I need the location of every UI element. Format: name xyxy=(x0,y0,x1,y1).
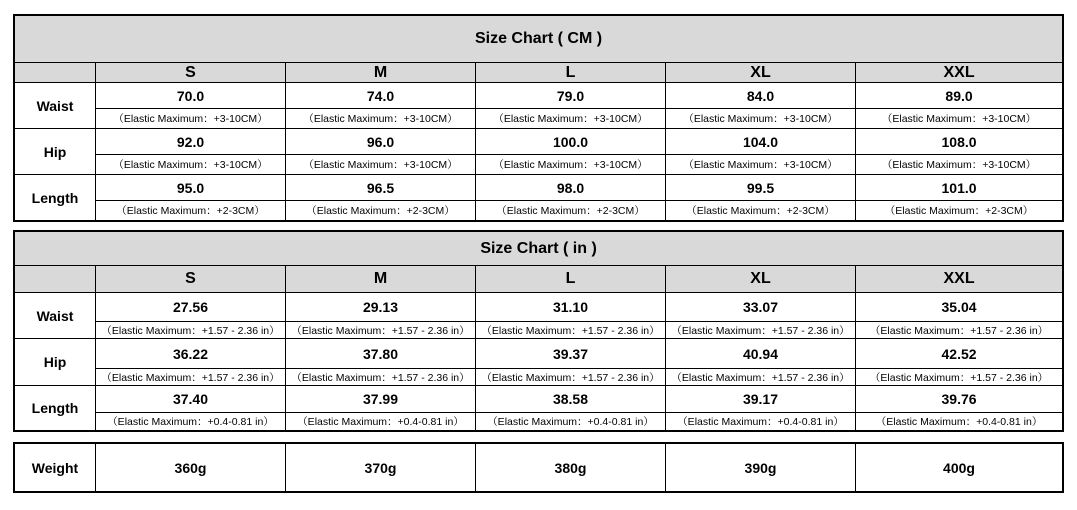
cm-length-note: （Elastic Maximum：+2-3CM） xyxy=(96,201,286,221)
inch-size-header: S xyxy=(96,266,286,293)
inch-table-title: Size Chart ( in ) xyxy=(15,232,1063,266)
cm-waist-note: （Elastic Maximum：+3-10CM） xyxy=(666,109,856,129)
inch-hip-value: 39.37 xyxy=(476,339,666,369)
inch-hip-note: （Elastic Maximum：+1.57 - 2.36 in） xyxy=(286,369,476,386)
inch-waist-note: （Elastic Maximum：+1.57 - 2.36 in） xyxy=(666,322,856,339)
cm-hip-value: 96.0 xyxy=(286,129,476,155)
weight-value: 360g xyxy=(96,444,286,492)
inch-hip-note: （Elastic Maximum：+1.57 - 2.36 in） xyxy=(666,369,856,386)
cm-hip-note: （Elastic Maximum：+3-10CM） xyxy=(476,155,666,175)
inch-row-label-length: Length xyxy=(15,386,96,431)
weight-value: 380g xyxy=(476,444,666,492)
inch-row-label-hip: Hip xyxy=(15,339,96,386)
cm-length-note: （Elastic Maximum：+2-3CM） xyxy=(476,201,666,221)
inch-hip-value: 36.22 xyxy=(96,339,286,369)
inch-waist-note: （Elastic Maximum：+1.57 - 2.36 in） xyxy=(286,322,476,339)
inch-length-value: 37.99 xyxy=(286,386,476,413)
cm-waist-note: （Elastic Maximum：+3-10CM） xyxy=(856,109,1063,129)
cm-row-label-waist: Waist xyxy=(15,83,96,129)
inch-waist-note: （Elastic Maximum：+1.57 - 2.36 in） xyxy=(96,322,286,339)
weight-table xyxy=(14,443,1063,492)
cm-table-title: Size Chart ( CM ) xyxy=(15,16,1063,63)
inch-length-note: （Elastic Maximum：+0.4-0.81 in） xyxy=(476,413,666,431)
inch-row-label-waist: Waist xyxy=(15,293,96,339)
cm-waist-value: 70.0 xyxy=(96,83,286,109)
cm-hip-value: 104.0 xyxy=(666,129,856,155)
inch-length-value: 37.40 xyxy=(96,386,286,413)
inch-waist-value: 27.56 xyxy=(96,293,286,322)
cm-size-header: XL xyxy=(666,63,856,83)
inch-length-note: （Elastic Maximum：+0.4-0.81 in） xyxy=(856,413,1063,431)
cm-length-note: （Elastic Maximum：+2-3CM） xyxy=(286,201,476,221)
inch-length-note: （Elastic Maximum：+0.4-0.81 in） xyxy=(96,413,286,431)
inch-waist-note: （Elastic Maximum：+1.57 - 2.36 in） xyxy=(856,322,1063,339)
cm-waist-note: （Elastic Maximum：+3-10CM） xyxy=(286,109,476,129)
cm-hip-note: （Elastic Maximum：+3-10CM） xyxy=(856,155,1063,175)
cm-length-note: （Elastic Maximum：+2-3CM） xyxy=(856,201,1063,221)
inch-header-blank xyxy=(15,266,96,293)
inch-length-value: 38.58 xyxy=(476,386,666,413)
inch-hip-value: 40.94 xyxy=(666,339,856,369)
inch-length-value: 39.17 xyxy=(666,386,856,413)
inch-hip-value: 42.52 xyxy=(856,339,1063,369)
inch-size-header: M xyxy=(286,266,476,293)
weight-value: 370g xyxy=(286,444,476,492)
inch-hip-note: （Elastic Maximum：+1.57 - 2.36 in） xyxy=(856,369,1063,386)
inch-size-header: XL xyxy=(666,266,856,293)
weight-label: Weight xyxy=(15,444,96,492)
inch-waist-value: 35.04 xyxy=(856,293,1063,322)
cm-size-header: L xyxy=(476,63,666,83)
inch-waist-value: 31.10 xyxy=(476,293,666,322)
cm-size-header: XXL xyxy=(856,63,1063,83)
cm-header-blank xyxy=(15,63,96,83)
cm-length-value: 101.0 xyxy=(856,175,1063,201)
inch-size-header: L xyxy=(476,266,666,293)
weight-value: 400g xyxy=(856,444,1063,492)
inch-length-note: （Elastic Maximum：+0.4-0.81 in） xyxy=(286,413,476,431)
inch-waist-value: 29.13 xyxy=(286,293,476,322)
inch-hip-note: （Elastic Maximum：+1.57 - 2.36 in） xyxy=(96,369,286,386)
cm-hip-value: 108.0 xyxy=(856,129,1063,155)
cm-size-header: S xyxy=(96,63,286,83)
cm-waist-value: 84.0 xyxy=(666,83,856,109)
cm-size-header: M xyxy=(286,63,476,83)
cm-row-label-hip: Hip xyxy=(15,129,96,175)
cm-hip-note: （Elastic Maximum：+3-10CM） xyxy=(666,155,856,175)
cm-waist-value: 79.0 xyxy=(476,83,666,109)
cm-hip-value: 100.0 xyxy=(476,129,666,155)
cm-length-value: 96.5 xyxy=(286,175,476,201)
cm-hip-note: （Elastic Maximum：+3-10CM） xyxy=(286,155,476,175)
cm-waist-note: （Elastic Maximum：+3-10CM） xyxy=(96,109,286,129)
inch-hip-value: 37.80 xyxy=(286,339,476,369)
cm-waist-value: 74.0 xyxy=(286,83,476,109)
cm-length-note: （Elastic Maximum：+2-3CM） xyxy=(666,201,856,221)
cm-length-value: 95.0 xyxy=(96,175,286,201)
cm-waist-note: （Elastic Maximum：+3-10CM） xyxy=(476,109,666,129)
inch-length-value: 39.76 xyxy=(856,386,1063,413)
cm-waist-value: 89.0 xyxy=(856,83,1063,109)
inch-hip-note: （Elastic Maximum：+1.57 - 2.36 in） xyxy=(476,369,666,386)
cm-length-value: 99.5 xyxy=(666,175,856,201)
cm-length-value: 98.0 xyxy=(476,175,666,201)
inch-waist-note: （Elastic Maximum：+1.57 - 2.36 in） xyxy=(476,322,666,339)
cm-hip-value: 92.0 xyxy=(96,129,286,155)
size-chart-cm-table xyxy=(14,15,1063,221)
cm-row-label-length: Length xyxy=(15,175,96,221)
inch-size-header: XXL xyxy=(856,266,1063,293)
size-chart-inch-table xyxy=(14,231,1063,431)
cm-hip-note: （Elastic Maximum：+3-10CM） xyxy=(96,155,286,175)
inch-waist-value: 33.07 xyxy=(666,293,856,322)
inch-length-note: （Elastic Maximum：+0.4-0.81 in） xyxy=(666,413,856,431)
weight-value: 390g xyxy=(666,444,856,492)
